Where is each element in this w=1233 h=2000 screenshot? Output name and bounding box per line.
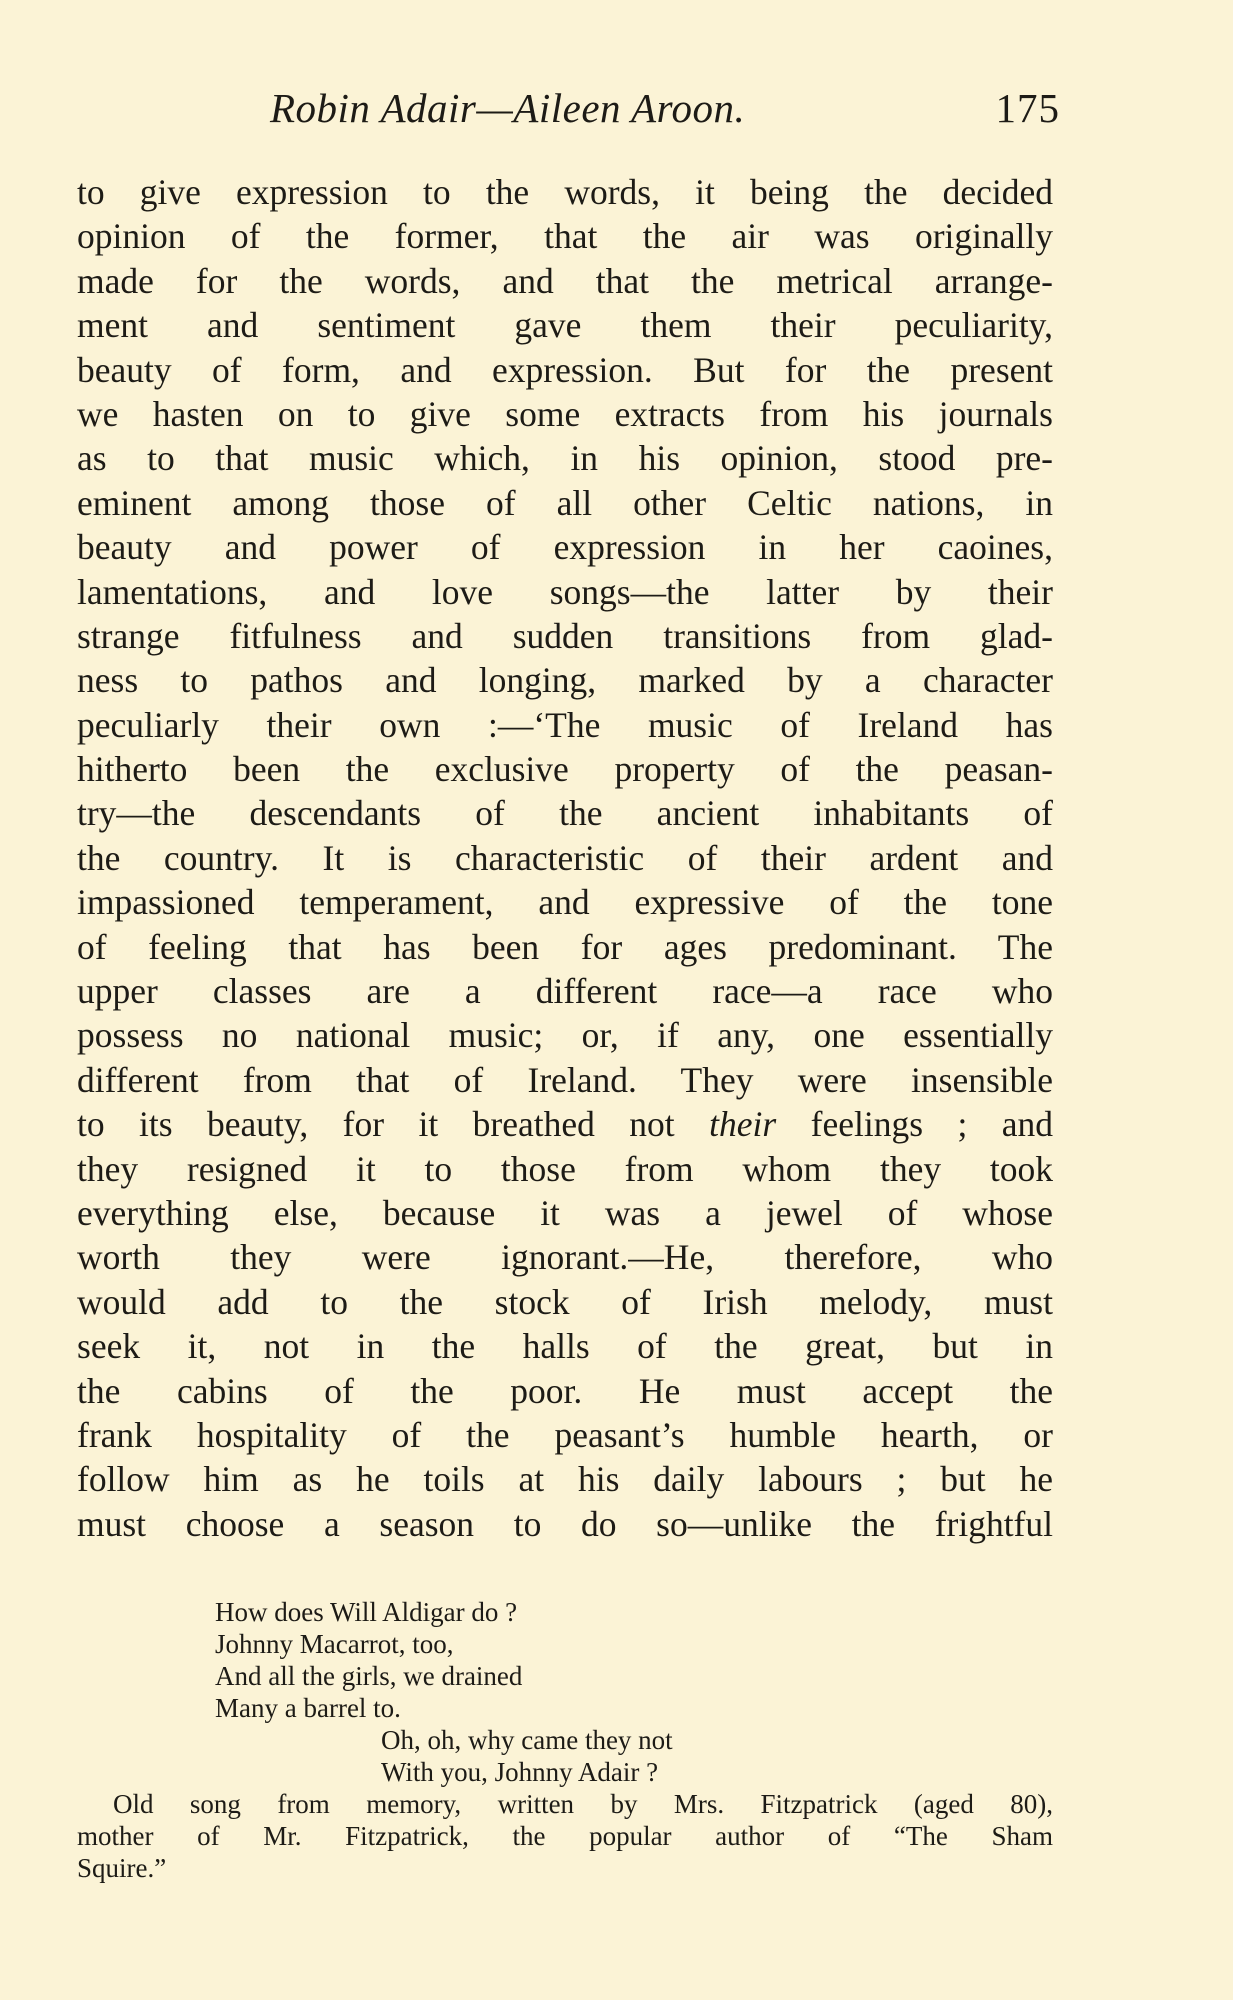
text-line: of feeling that has been for ages predominant. The — [77, 926, 1053, 967]
footnote — [77, 1596, 1053, 1884]
verse-line: And all the girls, we drained — [215, 1661, 523, 1691]
text-line: must choose a season to do so—unlike the frightful — [77, 1503, 1053, 1544]
running-title: Robin Adair—Aileen Aroon. — [270, 85, 746, 131]
text-line: different from that of Ireland. They were insensible — [77, 1059, 1053, 1100]
refrain-line: Oh, oh, why came they not — [381, 1725, 673, 1755]
text-fragment: feelings ; and — [810, 1104, 1054, 1145]
italic-word: their — [709, 1104, 777, 1145]
refrain-line: With you, Johnny Adair ? — [381, 1757, 659, 1787]
text-line: strange fitfulness and sudden transitions from glad- — [77, 615, 1053, 656]
text-line: worth they were ignorant.—He, therefore, who — [77, 1237, 1053, 1278]
text-line: frank hospitality of the peasant’s humble hearth, or — [77, 1414, 1053, 1455]
text-line: the country. It is characteristic of their ardent and — [77, 837, 1053, 878]
verse-line: Many a barrel to. — [215, 1693, 401, 1723]
text-line: they resigned it to those from whom they took — [77, 1148, 1053, 1189]
text-line: would add to the stock of Irish melody, must — [77, 1281, 1053, 1322]
text-line: peculiarly their own :—‘The music of Ireland has — [77, 704, 1053, 745]
text-line: made for the words, and that the metrical arrange- — [77, 260, 1053, 301]
text-line: beauty and power of expression in her caoines, — [77, 527, 1053, 568]
page-number: 175 — [995, 85, 1060, 131]
verse-line: Johnny Macarrot, too, — [215, 1629, 454, 1659]
text-line: as to that music which, in his opinion, stood pre- — [77, 438, 1053, 479]
verse-line: How does Will Aldigar do ? — [215, 1597, 518, 1627]
attribution-line: Old song from memory, written by Mrs. Fitzpatrick (aged 80), — [113, 1789, 1053, 1819]
text-line: opinion of the former, that the air was originally — [77, 216, 1053, 257]
text-line: ness to pathos and longing, marked by a character — [77, 660, 1053, 701]
text-line: possess no national music; or, if any, one essentially — [77, 1015, 1053, 1056]
text-line: try—the descendants of the ancient inhabitants of — [77, 793, 1053, 834]
body-text — [77, 170, 1053, 1546]
text-line: we hasten on to give some extracts from his journals — [77, 393, 1053, 434]
text-line: impassioned temperament, and expressive of the tone — [77, 882, 1053, 923]
text-line: follow him as he toils at his daily labours ; but he — [77, 1459, 1053, 1500]
text-line: hitherto been the exclusive property of the peasan- — [77, 749, 1053, 790]
text-line: lamentations, and love songs—the latter by their — [77, 571, 1053, 612]
text-line-with-italic — [77, 1102, 1053, 1146]
running-head — [270, 84, 1060, 140]
text-line: seek it, not in the halls of the great, but in — [77, 1326, 1053, 1367]
attribution-line: Squire.” — [77, 1853, 167, 1883]
attribution-line: mother of Mr. Fitzpatrick, the popular author of “The Sham — [77, 1821, 1053, 1851]
text-line: the cabins of the poor. He must accept the — [77, 1370, 1053, 1411]
text-line: to give expression to the words, it being the decided — [77, 172, 1053, 212]
text-fragment: to its beauty, for it breathed not — [77, 1104, 675, 1145]
text-line: eminent among those of all other Celtic nations, in — [77, 482, 1053, 523]
text-line: everything else, because it was a jewel of whose — [77, 1192, 1053, 1233]
text-line: beauty of form, and expression. But for the present — [77, 349, 1053, 390]
text-line: upper classes are a different race—a race who — [77, 971, 1053, 1012]
text-line: ment and sentiment gave them their peculiarity, — [77, 305, 1053, 346]
